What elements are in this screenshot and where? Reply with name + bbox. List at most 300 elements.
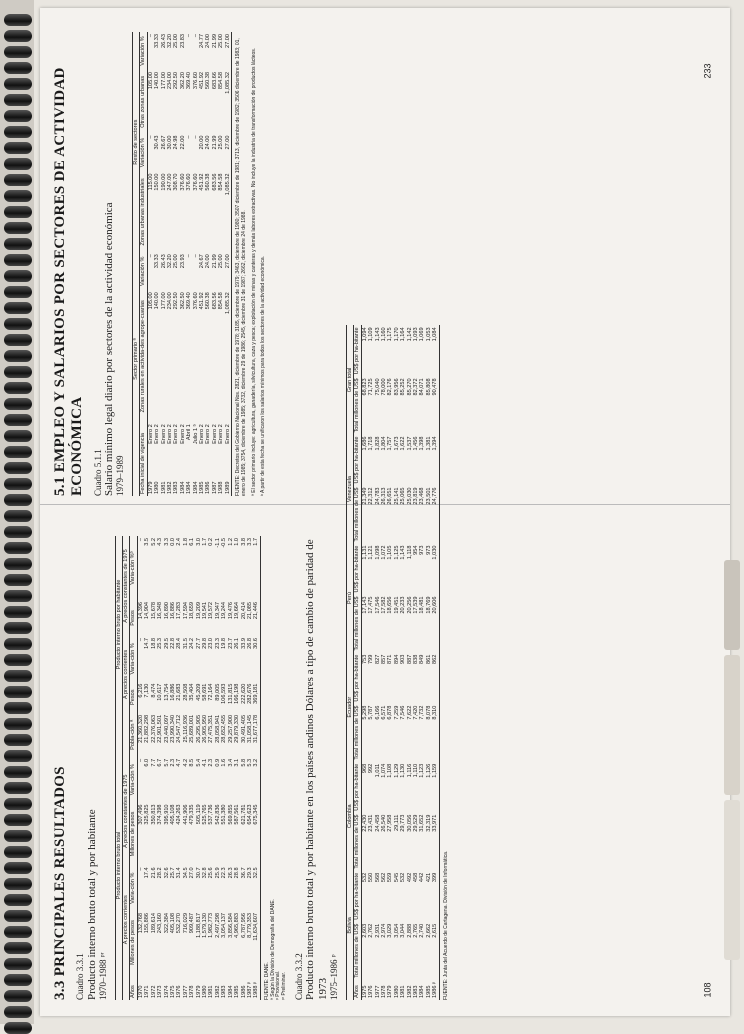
binding-ring <box>4 670 32 682</box>
table-cell: 654,623 <box>247 804 254 825</box>
page-number: 108 <box>702 982 713 998</box>
table-cell: 25,689,001 <box>189 714 196 743</box>
table-cell: 887 <box>406 654 413 664</box>
table-cell: 6.0 <box>144 758 151 767</box>
table-cell: 27,958 <box>387 814 394 832</box>
table-cell: 479,335 <box>189 804 196 825</box>
binding-ring <box>4 926 32 938</box>
table-cell: 24,547,712 <box>176 714 183 743</box>
table-cell: 1.7 <box>202 538 209 546</box>
country-header: Venezuela <box>346 434 353 543</box>
table-cell: 362.50 <box>179 292 186 310</box>
table-cell: 545 <box>393 872 400 883</box>
binding-ring <box>4 958 32 970</box>
col-header: Variación % <box>140 134 147 172</box>
cuadro-title: Salario mínimo legal diario por sectores de la actividad económica <box>102 202 115 496</box>
table-cell: 992 <box>368 763 375 774</box>
binding-ring <box>4 270 32 282</box>
table-cell: 29,529 <box>413 814 420 832</box>
table-cell: 1.7 <box>253 536 260 600</box>
table-cell: 18,769 <box>425 596 432 614</box>
table-cell: 1981 <box>160 481 167 494</box>
table-cell: 24.77 <box>199 34 206 48</box>
table-cell: 2,740 <box>419 923 426 938</box>
table-cell: 3.3 <box>163 538 170 546</box>
table-cell: 14,904 <box>144 601 151 620</box>
table-cell: 322,384 <box>163 913 170 934</box>
table-cell: Julio 1 ᵇ <box>192 424 199 445</box>
table-cell: 854.58 <box>218 72 225 90</box>
table-cell: 23.3 <box>214 638 221 649</box>
table-cell: 25,141 <box>393 487 400 505</box>
table-cell: 1,718 <box>368 436 375 451</box>
table-cell: 3,029 <box>387 923 394 938</box>
table-cell: 23.0 <box>208 638 215 649</box>
table-cell: – <box>186 254 193 258</box>
table-cell: 85,270 <box>406 378 413 396</box>
table-cell: 1980 <box>154 481 161 494</box>
table-cell: 140.00 <box>154 292 161 310</box>
binding-ring <box>4 382 32 394</box>
table-cell: 2,888 <box>406 923 413 938</box>
col-header: Varia-ción % <box>130 865 137 911</box>
table-cell: – <box>147 254 154 258</box>
binding-ring <box>4 302 32 314</box>
table-cell: 1984 <box>179 481 186 494</box>
table-cell: 871 <box>387 654 394 664</box>
table-cell: 0.2 <box>208 538 215 546</box>
table-cell: 31.5 <box>182 638 189 649</box>
table-cell: 106,593 <box>221 683 228 704</box>
table-cell: 0.9 <box>214 758 221 767</box>
table-cell: 1,125 <box>393 545 400 560</box>
table-cell: 25,065 <box>400 487 407 505</box>
index-tab[interactable] <box>724 655 740 795</box>
table-cell: 13,754 <box>163 683 170 701</box>
col-header: US$ por ha-bitante <box>354 763 361 811</box>
table-cell: 369.40 <box>186 72 193 90</box>
table-cell: 30,056 <box>406 814 413 832</box>
table-cell: 1,098 <box>374 545 381 560</box>
table-cell: 1,084 <box>432 325 439 376</box>
table-cell: 25.00 <box>173 254 180 269</box>
binding-ring <box>4 94 32 106</box>
table-cell: 11,634,607 <box>253 911 260 974</box>
table-cell: 21,085 <box>247 601 254 620</box>
table-cell: 525,765 <box>202 804 209 825</box>
binding-ring <box>4 542 32 554</box>
table-cell: 29.5 <box>163 638 170 649</box>
table-cell: 1,164 <box>400 327 407 342</box>
table-cell: 17,143 <box>361 596 368 614</box>
table-cell: 33.33 <box>154 254 161 269</box>
col-header: Total millones de US$ <box>354 923 361 978</box>
index-tab[interactable] <box>724 800 740 960</box>
table-cell: 33.33 <box>154 34 161 48</box>
table-cell: 369,181 <box>253 682 260 713</box>
index-tab[interactable] <box>724 560 740 650</box>
table-cell: 376.60 <box>192 72 199 90</box>
table-cell: Enero 2 <box>211 424 218 444</box>
table-cell: 1,011 <box>374 763 381 778</box>
table-cell: 1982 <box>166 481 173 494</box>
table-cell: 30.7 <box>195 867 202 879</box>
table-cell: 30.43 <box>154 135 161 150</box>
table-cell: 560.38 <box>205 173 212 191</box>
table-cell: 537,736 <box>208 804 215 825</box>
table-cell: 16,886 <box>169 601 176 620</box>
table-cell: 25.00 <box>173 34 180 48</box>
table-cell: 24,776 <box>432 485 439 543</box>
table-cell: 33,971 <box>432 813 439 871</box>
table-row <box>253 536 260 1000</box>
table-cell: 753 <box>361 654 368 664</box>
table-cell: 150.00 <box>154 173 161 191</box>
table-cell: 24.98 <box>173 135 180 150</box>
table-cell: 1971 <box>144 985 151 998</box>
table-cell: 854.58 <box>218 292 225 310</box>
binding-ring <box>4 974 32 986</box>
table-cell: 292.50 <box>173 72 180 90</box>
table-cell: 903 <box>400 654 407 664</box>
table-cell: 3,044 <box>400 923 407 938</box>
table-cell: 15,678 <box>150 601 157 620</box>
col-header: Otras zonas urbanas <box>140 70 147 134</box>
binding-ring <box>4 526 32 538</box>
table-cell: 5.2 <box>150 538 157 546</box>
table-cell: 1973 <box>157 985 164 998</box>
table-cell: 857 <box>380 654 387 664</box>
binding-ring <box>4 318 32 330</box>
table-cell: 105.00 <box>147 72 154 90</box>
table-cell: 16,886 <box>169 683 176 701</box>
table-cell: 22,376,063 <box>150 714 157 743</box>
table-cell: 24.2 <box>189 638 196 649</box>
table-cell: 405,108 <box>169 804 176 825</box>
table-cell: 19,347 <box>214 601 221 620</box>
country-header: Bolivia <box>346 871 353 980</box>
table-cell: 8,779,353 <box>247 913 254 938</box>
binding-ring <box>4 222 32 234</box>
table-cell: 1988 <box>218 481 225 494</box>
binding-ring <box>4 62 32 74</box>
table-cell: 22,430 <box>361 814 368 832</box>
table-cell: 587,561 <box>234 804 241 825</box>
table-cell: – <box>186 34 193 38</box>
table-cell: 18,656 <box>387 596 394 614</box>
table-cell: 17,594 <box>182 601 189 620</box>
binding-ring <box>4 510 32 522</box>
table-cell: 19,209 <box>195 601 202 620</box>
table-cell: 28,508 <box>182 683 189 701</box>
table-cell: 621,781 <box>240 804 247 825</box>
table-cell: 683.56 <box>211 173 218 191</box>
table-cell: 1,129 <box>393 763 400 778</box>
col-header: Varia-ción %ᵇ <box>130 536 137 600</box>
table-cell: – <box>137 867 144 871</box>
binding-ring <box>4 830 32 842</box>
table-cell: 20.00 <box>199 135 206 150</box>
table-cell: 1972 <box>150 985 157 998</box>
table-cell: 551,380 <box>221 804 228 825</box>
binding-ring <box>4 622 32 634</box>
table-cell: -0.5 <box>221 538 228 548</box>
table-cell: 140.00 <box>154 72 161 90</box>
table-cell: 7.7 <box>150 758 157 767</box>
spiral-binding <box>0 0 34 1024</box>
binding-ring <box>4 734 32 746</box>
table-cell: 84,071 <box>419 378 426 396</box>
col-header: Pobla-ción ª <box>130 713 137 757</box>
table-cell: 1982 <box>214 985 221 998</box>
table-cell: 20,256 <box>406 596 413 614</box>
table-cell: 222,620 <box>240 683 247 704</box>
table-cell: Enero 2 <box>225 422 232 466</box>
table-cell: 19,664 <box>234 601 241 620</box>
table-cell: 24.00 <box>205 135 212 150</box>
table-cell: 1,093 <box>413 327 420 342</box>
table-cell: 1982 <box>406 985 413 998</box>
cuadro-period: 1975–1986 ᵖ <box>329 954 340 1000</box>
table-cell: 3,054 <box>393 923 400 938</box>
table-cell: 89,005 <box>214 683 221 701</box>
table-cell: 369.40 <box>186 292 193 310</box>
table-cell: 560.38 <box>205 72 212 90</box>
table-cell: 21.99 <box>211 34 218 48</box>
table-cell: 21.6 <box>150 867 157 879</box>
cuadro-title: Producto interno bruto total y por habitante <box>85 809 98 1000</box>
table-cell: -1.1 <box>214 538 221 548</box>
table-cell: 21,349 <box>361 487 368 505</box>
table-cell: 29,879,330 <box>234 714 241 743</box>
table-cell: 1983 <box>221 985 228 998</box>
table-cell: 2,603 <box>361 923 368 938</box>
section-title: 3.3 PRINCIPALES RESULTADOS <box>52 766 68 1000</box>
table-cell: 3.3 <box>247 538 254 546</box>
table-cell: 5,787 <box>368 705 375 720</box>
table-cell: 17,283 <box>176 601 183 620</box>
table-cell: 1984 <box>192 481 199 494</box>
country-header: Colombia <box>346 762 353 871</box>
table-cell: 234.00 <box>166 292 173 310</box>
table-cell: 14.7 <box>144 638 151 649</box>
table-cell: 1978 <box>189 985 196 998</box>
table-cell: 25,030 <box>406 487 413 505</box>
table-cell: 32.20 <box>166 254 173 269</box>
table-cell: 1,982,773 <box>208 913 215 938</box>
table-cell: 8.5 <box>189 758 196 767</box>
table-cell: 451.92 <box>199 173 206 191</box>
table-cell: 1,170 <box>393 327 400 342</box>
table-cell: 362.20 <box>179 72 186 90</box>
table-cell: 17.4 <box>144 867 151 879</box>
table-cell: – <box>192 34 199 38</box>
table-cell: 75,040 <box>374 378 381 396</box>
table-cell: 1,069 <box>419 327 426 342</box>
table-cell: 1,456 <box>413 436 420 451</box>
table-cell: 27,475,351 <box>208 714 215 743</box>
table-cell: 1985 <box>234 985 241 998</box>
table-cell: 17,582 <box>380 596 387 614</box>
binding-ring <box>4 942 32 954</box>
table-cell: 17,539 <box>413 596 420 614</box>
table-cell: 71,725 <box>368 378 375 396</box>
table-cell: 1980 <box>393 985 400 998</box>
table-cell: 3.1 <box>234 758 241 767</box>
table-cell: 505,119 <box>195 804 202 825</box>
table-cell: 1,622 <box>400 436 407 451</box>
binding-ring <box>4 558 32 570</box>
table-cell: 1986 ᵖ <box>432 981 439 998</box>
table-cell: 1,143 <box>400 545 407 560</box>
table-cell: 1,072 <box>380 545 387 560</box>
table-cell: 968 <box>361 763 368 774</box>
binding-ring <box>4 814 32 826</box>
table-cell: 1,828 <box>374 436 381 451</box>
table-cell: 894 <box>393 654 400 664</box>
col-header: Pesos <box>130 600 137 636</box>
binding-ring <box>4 782 32 794</box>
col-header: Zonas urbanas industriales <box>140 171 147 252</box>
table-cell: 458 <box>413 872 420 883</box>
table-cell: 27.7 <box>195 638 202 649</box>
table-cell: 0.0 <box>169 538 176 546</box>
table-cell: 28.2 <box>157 867 164 879</box>
binding-ring <box>4 158 32 170</box>
table-cell: 21.99 <box>211 254 218 269</box>
table-cell: 19,541 <box>202 601 209 620</box>
group-header: Sector primario ª <box>132 252 139 466</box>
table-cell: 26.43 <box>160 34 167 48</box>
table-cell: 1,110 <box>413 763 420 778</box>
table-cell: 6,787,956 <box>240 913 247 938</box>
table-cell: 132,768 <box>137 913 144 934</box>
table-cell: 451.92 <box>199 72 206 90</box>
table-cell: 4.2 <box>182 758 189 767</box>
table-cell: 2.3 <box>169 758 176 767</box>
table-cell: 1,142 <box>406 327 413 342</box>
table-notes: FUENTE: DANE. ª Según la División de Demografía del DANE. ᵖ Provisional. ᵖʳ Preliminar. <box>263 898 288 1000</box>
table-cell: 155,886 <box>144 913 151 934</box>
table-cell: 7,259 <box>393 705 400 720</box>
table-cell: – <box>147 34 154 38</box>
table-cell: – <box>137 638 144 642</box>
binding-ring <box>4 350 32 362</box>
table-cell: 20,606 <box>432 595 439 653</box>
table-cell: 1988 ᵖ <box>253 974 260 1000</box>
table-cell: 18,481 <box>419 596 426 614</box>
binding-ring <box>4 750 32 762</box>
sub-header: A precios corrientes <box>123 636 130 713</box>
table-cell: 1,686 <box>361 436 368 451</box>
table-cell: Enero 2 <box>166 424 173 444</box>
table-cell: 23.7 <box>227 638 234 649</box>
table-cell: 23.83 <box>179 34 186 48</box>
col-header: Fecha inicial de vigencia <box>140 422 147 496</box>
table-cell: 542,836 <box>214 804 221 825</box>
fuente-note: FUENTE: Junta del Acuerdo de Cartagena. División de Informática. <box>442 850 449 1000</box>
table-cell: 90,478 <box>432 376 439 434</box>
col-header: Varia-ción % <box>130 757 137 803</box>
table-cell: – <box>137 758 144 762</box>
table-cell: 1,579,130 <box>202 913 209 938</box>
table-cell: 1986 <box>205 481 212 494</box>
table-cell: 1983 <box>413 985 420 998</box>
binding-ring <box>4 878 32 890</box>
table-cell: 1,108 <box>387 763 394 778</box>
table-cell: 1979 <box>387 985 394 998</box>
table-cell: 1,673 <box>393 436 400 451</box>
table-cell: 1,804 <box>380 436 387 451</box>
table-cell: – <box>192 254 199 258</box>
col-header: Total millones de US$ <box>354 814 361 869</box>
table-cell: 1984 <box>186 481 193 494</box>
table-cell: 550 <box>368 872 375 883</box>
table-cell: 26,540 <box>380 814 387 832</box>
table-cell: Enero 2 <box>199 424 206 444</box>
table-cell: 1,105 <box>387 545 394 560</box>
pib-table <box>115 536 261 1000</box>
table-cell: 19,572 <box>208 601 215 620</box>
table-cell: 19,244 <box>221 601 228 620</box>
binding-ring <box>4 654 32 666</box>
table-cell: 1,123 <box>419 763 426 778</box>
table-cell: 27.00 <box>225 134 232 172</box>
table-cell: 308.70 <box>173 173 180 191</box>
cuadro-label: Cuadro 3.3.1 <box>75 953 86 1000</box>
binding-ring <box>4 462 32 474</box>
table-cell: 849 <box>419 654 426 664</box>
table-cell: 85,808 <box>425 378 432 396</box>
table-cell: 442 <box>419 872 426 883</box>
table-cell: 82,176 <box>387 378 394 396</box>
col-header: Variación % <box>140 32 147 70</box>
table-cell: 376.60 <box>192 173 199 191</box>
table-cell: 2,765 <box>413 923 420 938</box>
table-cell: 24.00 <box>205 34 212 48</box>
table-cell: 34.5 <box>182 867 189 879</box>
table-cell: 19.8 <box>221 638 228 649</box>
table-cell: 282,676 <box>247 683 254 704</box>
col-header: Total millones de US$ <box>354 487 361 542</box>
col-header: Años <box>354 980 361 1000</box>
col-header: US$ por ha-bitante <box>354 872 361 920</box>
table-cell: 16,890 <box>163 601 170 620</box>
binding-ring <box>4 126 32 138</box>
table-cell: 20,233 <box>400 596 407 614</box>
table-cell: 234.00 <box>166 72 173 90</box>
table-cell: 569,855 <box>227 804 234 825</box>
table-cell: 21.99 <box>211 135 218 150</box>
table-cell: 26.43 <box>160 254 167 269</box>
table-cell: 5.7 <box>163 758 170 767</box>
table-cell: 25,116,936 <box>182 714 189 743</box>
table-cell: 26.1 <box>234 638 241 649</box>
table-cell: 973 <box>419 545 426 555</box>
andinos-table <box>346 325 440 1000</box>
table-cell: 1986 <box>240 985 247 998</box>
table-cell: 954 <box>413 545 420 555</box>
group-header: Producto interno bruto total <box>115 757 122 974</box>
table-cell: 1.2 <box>227 538 234 546</box>
table-row <box>432 325 439 1000</box>
table-cell: 5.3 <box>247 758 254 767</box>
table-cell: 1987 ᵖ <box>247 981 254 998</box>
table-cell: 29,773 <box>400 814 407 832</box>
table-cell: 32.6 <box>163 867 170 879</box>
cuadro-period: 1979–1989 <box>115 455 126 496</box>
col-header: Total millones de US$ <box>354 378 361 433</box>
